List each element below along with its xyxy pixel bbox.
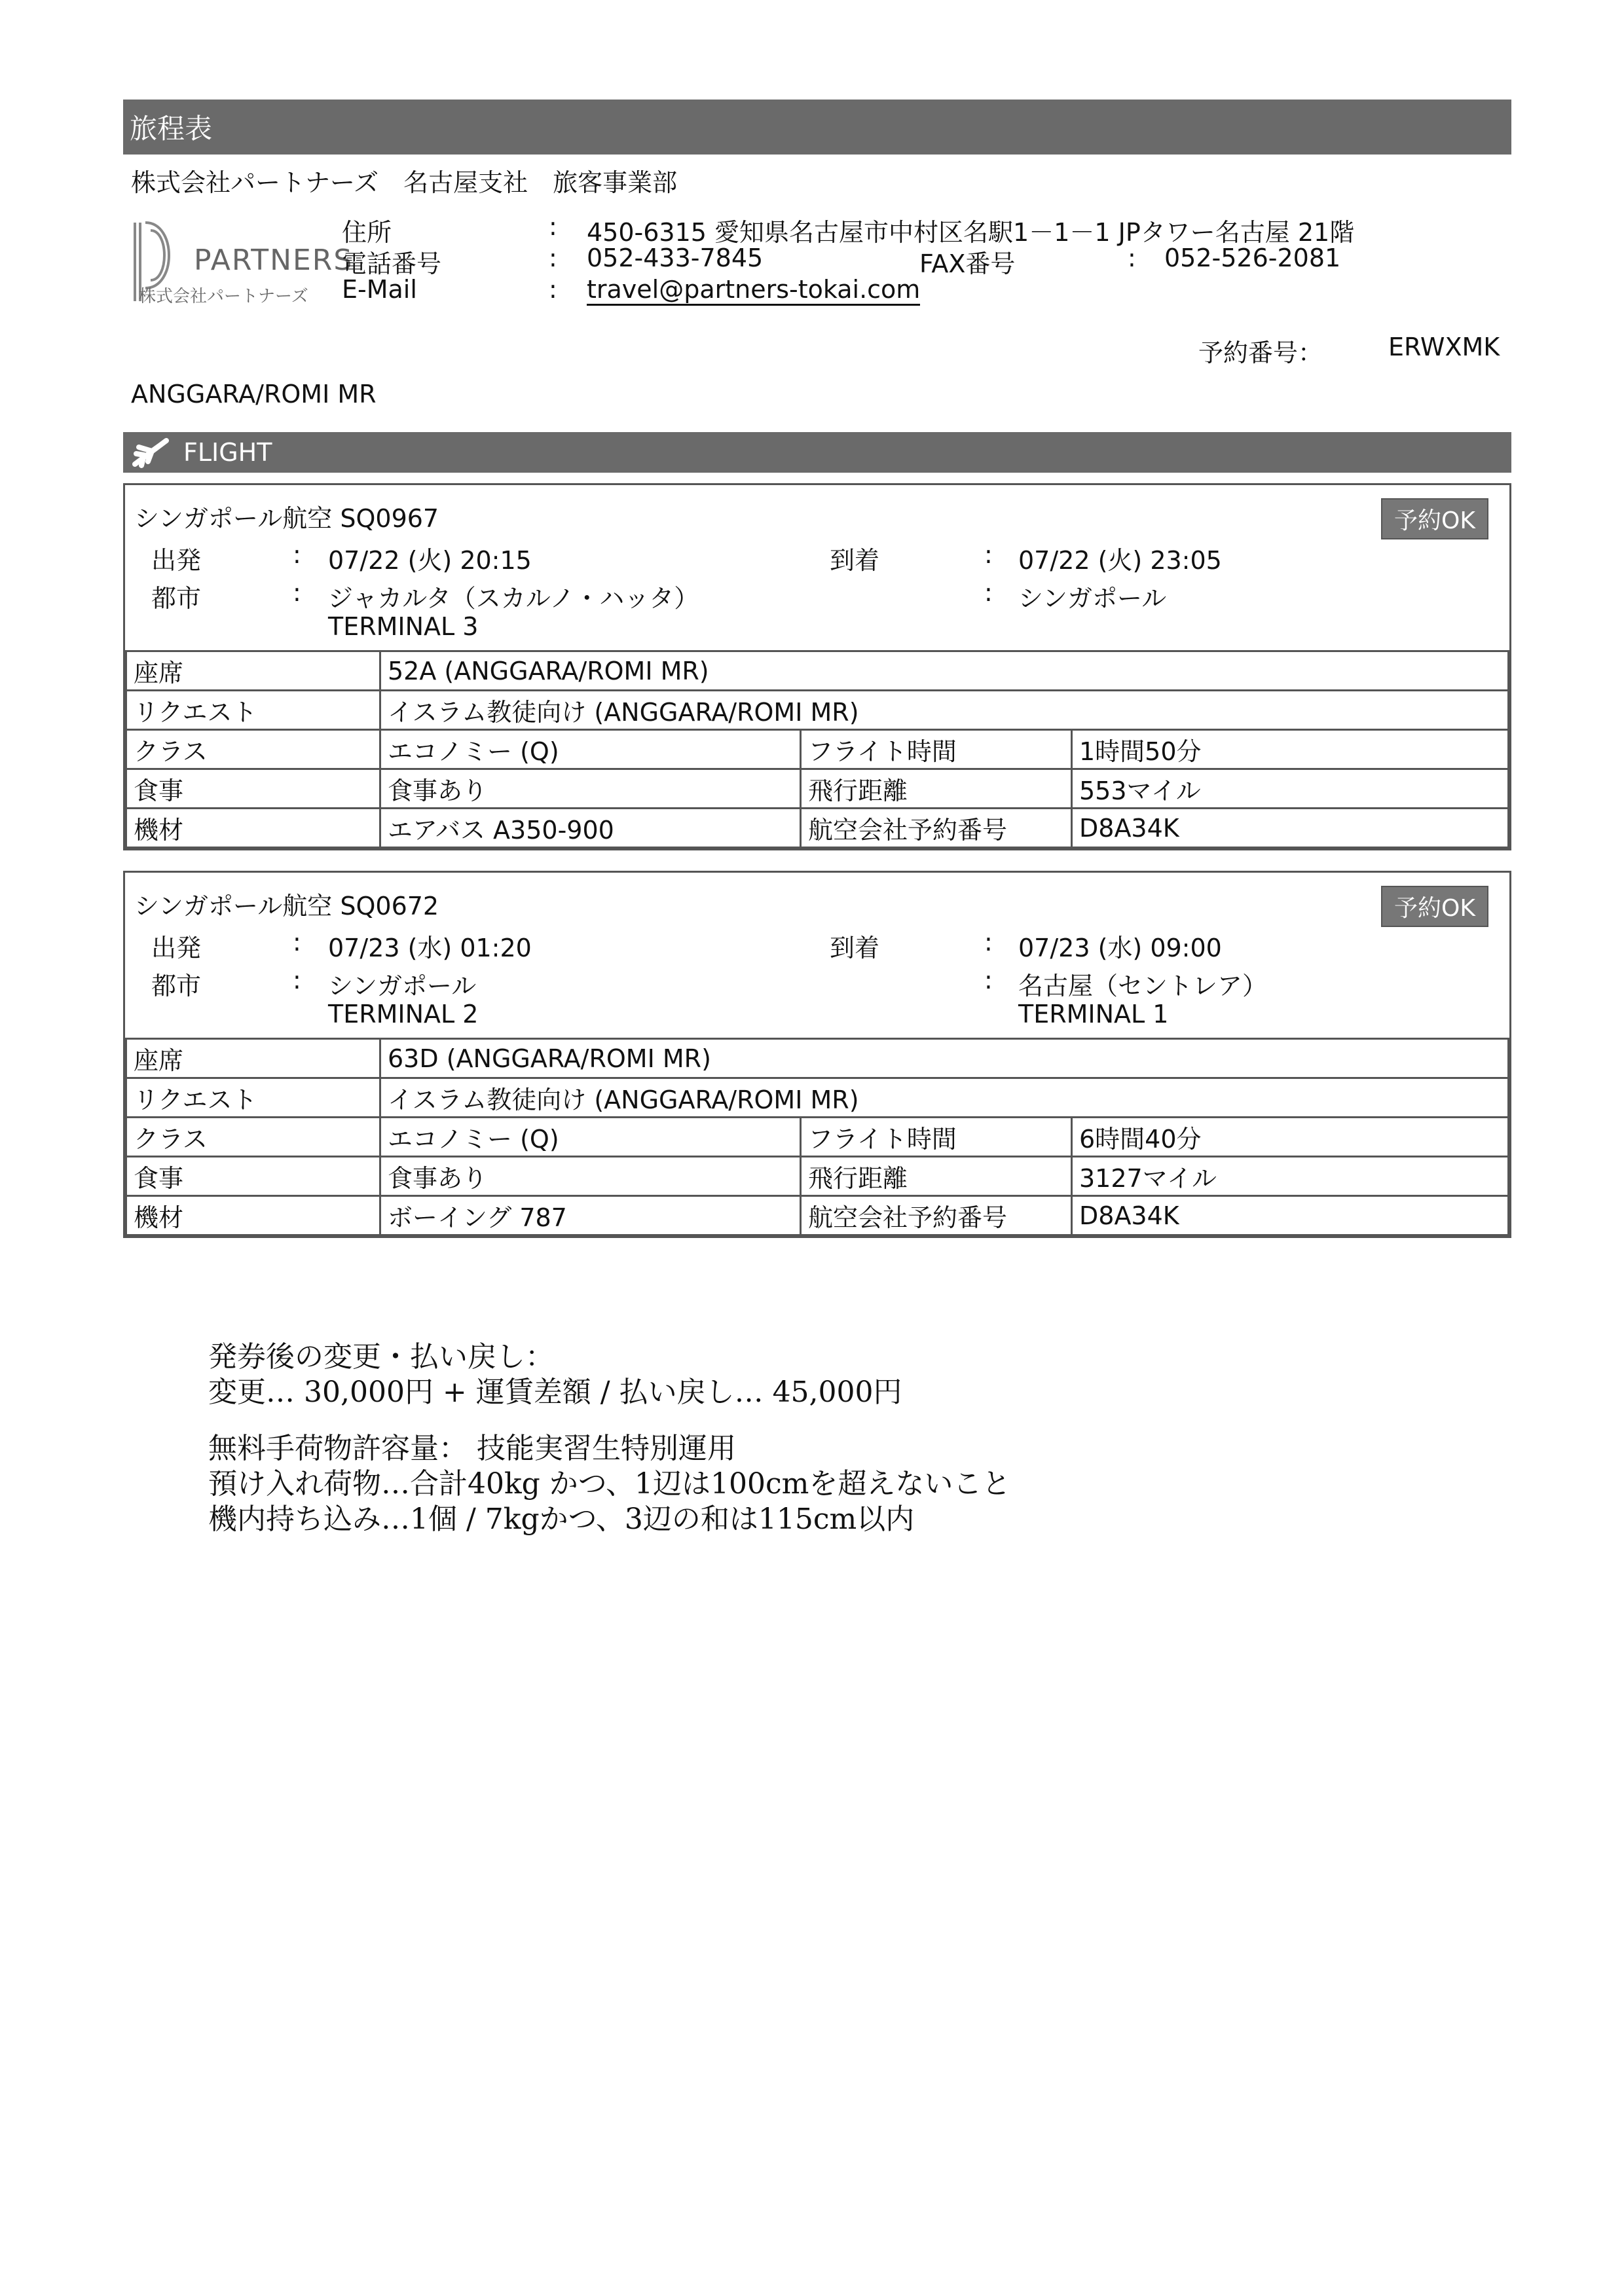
address-label: 住所 <box>342 218 392 247</box>
flight-1-city-label: 都市 <box>151 584 202 613</box>
table-row <box>126 1078 1509 1118</box>
table-row <box>126 1157 1509 1196</box>
airline-ref-label: 航空会社予約番号 <box>801 1196 1072 1235</box>
flight-2-airline: シンガポール航空 SQ0672 <box>134 892 439 920</box>
table-row <box>126 691 1509 730</box>
distance-label: 飛行距離 <box>801 769 1072 809</box>
table-row <box>126 651 1509 691</box>
address-value: 450-6315 愛知県名古屋市中村区名駅1－1－1 JPタワー名古屋 21階 <box>587 218 1355 247</box>
airline-ref-value: D8A34K <box>1072 809 1509 848</box>
table-row <box>126 809 1509 848</box>
flight-card-1 <box>123 483 1511 850</box>
logo-text: PARTNERS <box>194 244 354 277</box>
duration-value: 1時間50分 <box>1072 730 1509 769</box>
table-row <box>126 1118 1509 1157</box>
flight-2-status-badge: 予約OK <box>1381 886 1488 927</box>
distance-value: 553マイル <box>1072 769 1509 809</box>
aircraft-label: 機材 <box>126 809 380 848</box>
flight-2-dep-city: シンガポール <box>328 972 477 1000</box>
flight-1-status-badge: 予約OK <box>1381 498 1488 539</box>
address-colon: : <box>549 212 557 241</box>
aircraft-value: エアバス A350-900 <box>380 809 801 848</box>
flight-2-arr-terminal: TERMINAL 1 <box>1018 1000 1169 1029</box>
flight-2-dep-label: 出発 <box>151 934 202 962</box>
distance-value: 3127マイル <box>1072 1157 1509 1196</box>
request-value: イスラム教徒向け (ANGGARA/ROMI MR) <box>380 691 1509 730</box>
flight-2-dep-terminal: TERMINAL 2 <box>328 1000 479 1029</box>
booking-ref-label: 予約番号： <box>1198 338 1323 367</box>
meal-value: 食事あり <box>380 769 801 809</box>
class-label: クラス <box>126 1118 380 1157</box>
change-refund-detail: 変更… 30,000円 + 運賃差額 / 払い戻し… 45,000円 <box>208 1376 902 1409</box>
flight-2-header <box>125 873 1509 1038</box>
email-label: E-Mail <box>342 275 417 304</box>
fax-label: FAX番号 <box>919 249 1016 278</box>
aircraft-value: ボーイング 787 <box>380 1196 801 1235</box>
flight-2-detail-table <box>125 1038 1509 1236</box>
meal-value: 食事あり <box>380 1157 801 1196</box>
company-name: 株式会社パートナーズ 名古屋支社 旅客事業部 <box>131 168 678 197</box>
flight-1-detail-table <box>125 650 1509 848</box>
table-row <box>126 730 1509 769</box>
seat-value: 52A (ANGGARA/ROMI MR) <box>380 651 1509 691</box>
flight-1-dep-value: 07/22 (火) 20:15 <box>328 546 532 575</box>
flight-2-arr-colon: : <box>984 928 993 957</box>
airplane-icon <box>132 435 169 469</box>
change-refund-heading: 発券後の変更・払い戻し： <box>208 1340 554 1374</box>
flight-1-arr-city: シンガポール <box>1018 584 1167 613</box>
duration-value: 6時間40分 <box>1072 1118 1509 1157</box>
flight-1-dep-colon: : <box>293 540 301 569</box>
flight-2-arr-city-colon: : <box>984 966 993 994</box>
request-value: イスラム教徒向け (ANGGARA/ROMI MR) <box>380 1078 1509 1118</box>
duration-label: フライト時間 <box>801 730 1072 769</box>
partners-logo <box>131 216 354 308</box>
seat-label: 座席 <box>126 1039 380 1078</box>
fax-value: 052-526-2081 <box>1164 244 1341 272</box>
flight-section-title: FLIGHT <box>183 438 272 467</box>
flight-2-city-label: 都市 <box>151 972 202 1000</box>
meal-label: 食事 <box>126 769 380 809</box>
flight-2-dep-colon: : <box>293 928 301 957</box>
email-colon: : <box>549 275 557 304</box>
flight-1-arr-label: 到着 <box>830 546 880 575</box>
distance-label: 飛行距離 <box>801 1157 1072 1196</box>
logo-subtext: 株式会社パートナーズ <box>139 287 308 306</box>
request-label: リクエスト <box>126 1078 380 1118</box>
table-row <box>126 769 1509 809</box>
flight-2-arr-city: 名古屋（セントレア） <box>1018 972 1268 1000</box>
itinerary-title-bar <box>123 100 1511 155</box>
class-value: エコノミー (Q) <box>380 1118 801 1157</box>
itinerary-title: 旅程表 <box>130 113 213 145</box>
flight-1-city-colon: : <box>293 578 301 607</box>
booking-ref-value: ERWXMK <box>1388 333 1500 361</box>
flight-2-arr-value: 07/23 (水) 09:00 <box>1018 934 1222 962</box>
flight-1-header <box>125 485 1509 650</box>
fax-colon: : <box>1128 244 1136 272</box>
airline-ref-value: D8A34K <box>1072 1196 1509 1235</box>
phone-colon: : <box>549 244 557 272</box>
class-label: クラス <box>126 730 380 769</box>
email-link[interactable]: travel@partners-tokai.com <box>587 275 920 306</box>
flight-1-dep-label: 出発 <box>151 546 202 575</box>
duration-label: フライト時間 <box>801 1118 1072 1157</box>
class-value: エコノミー (Q) <box>380 730 801 769</box>
passenger-name: ANGGARA/ROMI MR <box>131 380 377 409</box>
baggage-allowance-heading: 無料手荷物許容量： 技能実習生特別運用 <box>208 1432 736 1465</box>
checked-baggage-detail: 預け入れ荷物…合計40kg かつ、1辺は100cmを超えないこと <box>208 1467 1011 1501</box>
phone-label: 電話番号 <box>342 249 442 278</box>
flight-2-city-colon: : <box>293 966 301 994</box>
table-row <box>126 1196 1509 1235</box>
phone-value: 052-433-7845 <box>587 244 764 272</box>
flight-1-arr-value: 07/22 (火) 23:05 <box>1018 546 1222 575</box>
flight-1-arr-colon: : <box>984 540 993 569</box>
flight-2-arr-label: 到着 <box>830 934 880 962</box>
seat-label: 座席 <box>126 651 380 691</box>
flight-card-2 <box>123 871 1511 1238</box>
flight-1-dep-city: ジャカルタ（スカルノ・ハッタ） <box>328 584 699 613</box>
carry-on-detail: 機内持ち込み…1個 / 7kgかつ、3辺の和は115cm以内 <box>208 1503 915 1536</box>
seat-value: 63D (ANGGARA/ROMI MR) <box>380 1039 1509 1078</box>
flight-2-dep-value: 07/23 (水) 01:20 <box>328 934 532 962</box>
flight-1-dep-terminal: TERMINAL 3 <box>328 612 479 641</box>
table-row <box>126 1039 1509 1078</box>
aircraft-label: 機材 <box>126 1196 380 1235</box>
flight-1-airline: シンガポール航空 SQ0967 <box>134 504 439 533</box>
airline-ref-label: 航空会社予約番号 <box>801 809 1072 848</box>
meal-label: 食事 <box>126 1157 380 1196</box>
flight-section-bar <box>123 432 1511 473</box>
flight-1-arr-city-colon: : <box>984 578 993 607</box>
request-label: リクエスト <box>126 691 380 730</box>
